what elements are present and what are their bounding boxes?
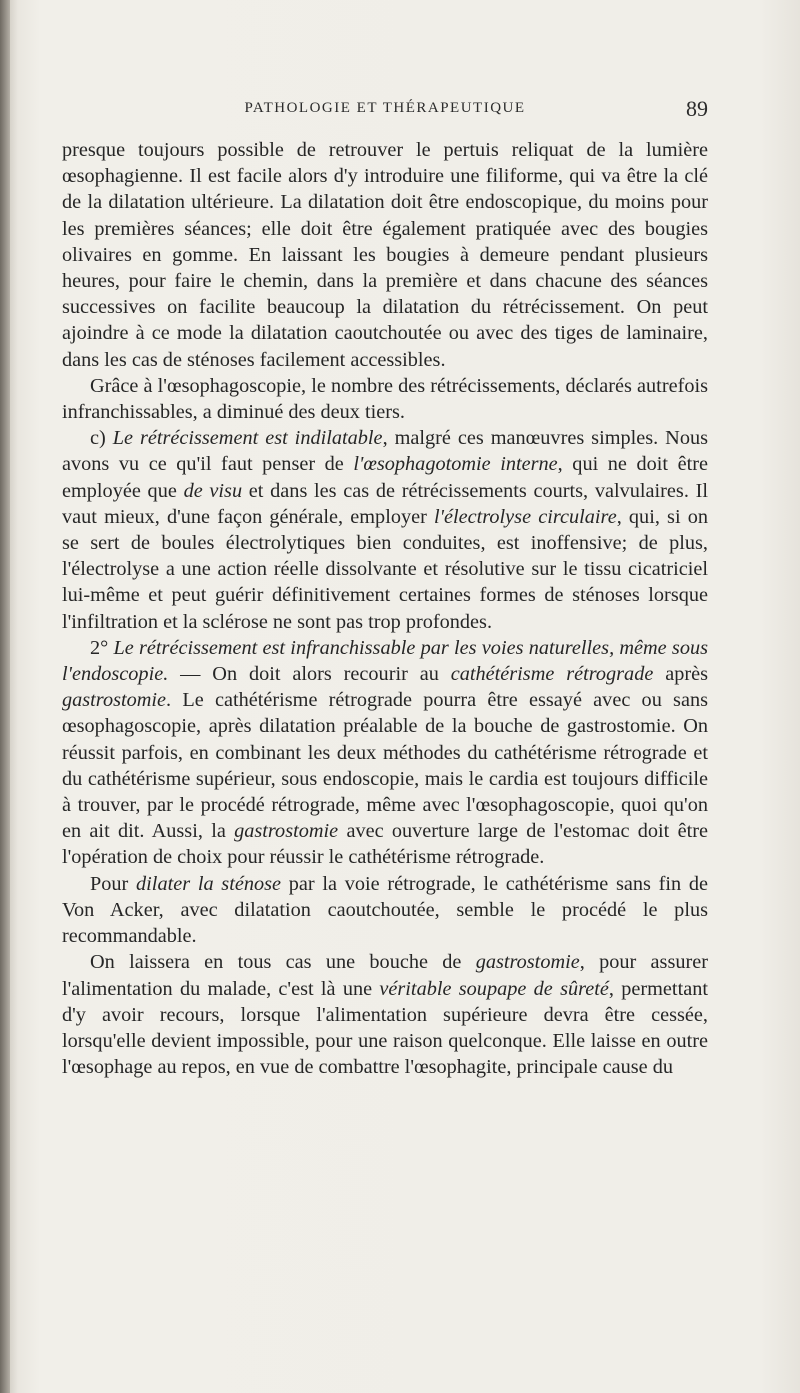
text-run: — On doit alors recourir au <box>168 663 451 686</box>
book-spine-shadow <box>0 0 10 1393</box>
paragraph <box>62 949 708 1080</box>
italic-text: l'électrolyse circulaire <box>434 505 617 528</box>
italic-text: Le rétrécissement est infranchissable par les voies naturelles, même sous l'endoscopie. <box>62 636 708 686</box>
italic-text: véritable soupape de sûreté <box>379 977 609 1000</box>
italic-text: gastrostomie <box>62 689 167 712</box>
italic-text: gastrostomie <box>234 820 339 843</box>
italic-text: de visu <box>183 479 243 502</box>
running-title: PATHOLOGIE ET THÉRAPEUTIQUE <box>244 100 526 116</box>
body-text <box>62 137 708 1080</box>
italic-text: l'œsophagotomie interne <box>353 453 558 476</box>
text-run: , malgré ces manœuvres simples. Nous avons vu ce qu'il faut penser de <box>62 427 708 476</box>
text-run: , permettant d'y avoir recours, lorsque l'alimentation supérieure devra être cessée, lorsqu'elle devient impossible, pour une raison quelconque. Elle laisse en outre l'œsophage au repos, en vue de combattre l'œsophagite, principale cause du <box>62 977 708 1079</box>
paragraph <box>62 871 708 950</box>
text-run: , qui ne doit être employée que <box>62 453 708 502</box>
text-run: , pour assurer l'alimentation du malade, c'est là une <box>62 951 708 1000</box>
paragraph <box>62 137 708 373</box>
text-run: On laissera en tous cas une bouche de <box>90 951 476 974</box>
text-run: Pour <box>90 872 137 895</box>
text-run: après <box>653 663 708 686</box>
text-run: , qui, si on se sert de boules électrolytiques bien conduites, est inoffensive; de plus, l'électrolyse a une action réelle dissolvante et résolutive sur le tissu cicatriciel lui-même et peut guérir définitivement certaines formes de sténoses lorsque l'infiltration et la sclérose ne sont pas trop profondes. <box>62 505 709 633</box>
paragraph <box>62 635 708 871</box>
text-run: 2° <box>90 636 114 659</box>
italic-text: Le rétrécissement est indilatable <box>112 427 383 450</box>
italic-text: cathétérisme rétrograde <box>450 663 654 686</box>
text-run: . Le cathétérisme rétrograde pourra être essayé avec ou sans œsophagoscopie, après dilatation préalable de la bouche de gastrostomie. On réussit parfois, en combinant les deux méthodes du cathétérisme rétrograde et du cathétérisme supérieur, sous endoscopie, mais le cardia est toujours difficile à trouver, par le procédé rétrograde, même avec l'œsophagoscopie, quoi qu'on en ait dit. Aussi, la <box>62 689 708 843</box>
text-run: Grâce à l'œsophagoscopie, le nombre des rétrécissements, déclarés autrefois infranchissables, a diminué des deux tiers. <box>62 374 708 424</box>
paragraph <box>62 373 708 425</box>
text-run: c) <box>90 427 113 450</box>
italic-text: gastrostomie <box>475 951 580 974</box>
page-header <box>62 96 708 122</box>
text-run: et dans les cas de rétrécissements courts, valvulaires. Il vaut mieux, d'une façon générale, employer <box>62 479 708 528</box>
paragraph <box>62 425 708 635</box>
text-run: par la voie rétrograde, le cathétérisme sans fin de Von Acker, avec dilatation caoutchoutée, semble le procédé le plus recommandable. <box>62 872 708 948</box>
page-number: 89 <box>686 96 708 121</box>
italic-text: dilater la sténose <box>136 872 282 895</box>
text-run: presque toujours possible de retrouver le pertuis reliquat de la lumière œsophagienne. Il est facile alors d'y introduire une filiforme, qui va être la clé de la dilatation ultérieure. La dilatation doit être endoscopique, du moins pour les premières séances; elle doit être également pratiquée avec des bougies olivaires en gomme. En laissant les bougies à demeure pendant plusieurs heures, pour faire le chemin, dans la première et dans chacune des séances successives on facilite beaucoup la dilatation du rétrécissement. On peut ajoindre à ce mode la dilatation caoutchoutée ou avec des tiges de laminaire, dans les cas de sténoses facilement accessibles. <box>62 139 708 371</box>
text-run: avec ouverture large de l'estomac doit être l'opération de choix pour réussir le cathétérisme rétrograde. <box>62 820 708 869</box>
